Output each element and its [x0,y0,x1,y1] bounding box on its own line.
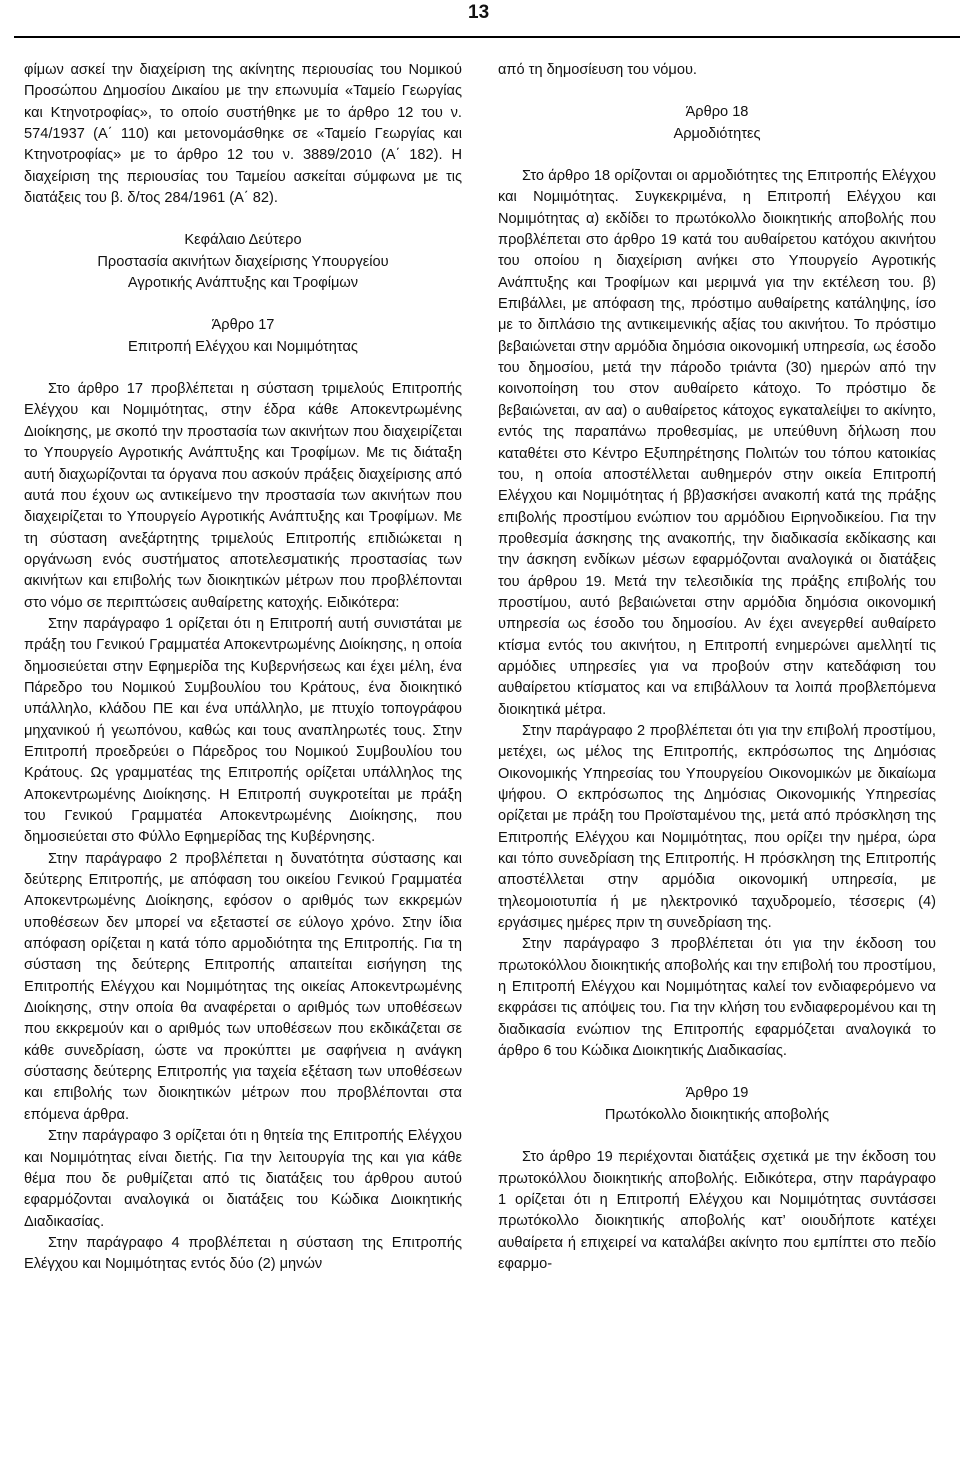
header-rule [14,36,960,38]
article-17-paragraph-1: Στο άρθρο 17 προβλέπεται η σύσταση τριμελούς Επιτροπής Ελέγχου και Νομιμότητας, στην έδρα κάθε Αποκεντρωμένης Διοίκησης, με σκοπό την προστασία των ακινήτων που διαχειρίζεται το Υπουργείο Αγροτικής Ανάπτυξης και Τροφίμων. Με τις διάταξη αυτή διαχωρίζονται τα όργανα που ασκούν πράξεις διαχείρισης από αυτά που έχουν ως αντικείμενο την προστασία των ακινήτων που διαχειρίζεται το Υπουργείο Αγροτικής Ανάπτυξης και Τροφίμων. Με τη σύσταση ανεξάρτητης τριμελούς Επιτροπής επιδιώκεται η οργάνωση ενός συστήματος αποτελεσματικής προστασίας των ακινήτων και επιβολής των διοικητικών μέτρων που προβλέπονται στο νόμο σε περιπτώσεις αυθαίρετης κατοχής. Ειδικότερα: [24,381,462,611]
article-18-paragraph-1: Στο άρθρο 18 ορίζονται οι αρμοδιότητες της Επιτροπής Ελέγχου και Νομιμότητας. Συγκεκριμένα, η Επιτροπή Ελέγχου και Νομιμότητας α) εκδίδει το πρωτόκολλο διοικητικής αποβολής που προβλέπεται στο άρθρο 19 κατά του αυθαίρετου κατόχου ακινήτου του οποίου η διαχείριση ανήκει στο Υπουργείο Αγροτικής Ανάπτυξης και Τροφίμων και μεριμνά για την εκτέλεση του. β) Επιβάλλει, με απόφαση της, πρόστιμο αυθαίρετης κατάληψης, ίσο με το διπλάσιο της αντικειμενικής αξίας του ακινήτου. Το πρόστιμο βεβαιώνεται στην αρμόδια δημόσια οικονομική υπηρεσία, ως έσοδο του δημοσίου, μετά την πάροδο τριάντα (30) ημερών από την κοινοποίηση του στον αυθαίρετο κάτοχο. Το πρόστιμο δε βεβαιώνεται, αν αα) ο αυθαίρετος κάτοχος εγκαταλείψει το ακίνητο, εντός της παραπάνω προθεσμίας, με υπεύθυνη δήλωση που καταθέτει στο Κέντρο Εξυπηρέτησης Πολιτών του τόπου κατοικίας του, η οποία αποστέλλεται αυθημερόν στην οικεία Επιτροπή Ελέγχου και Νομιμότητας ή ββ)ασκήσει ανακοπή κατά της πράξης επιβολής προστίμου ενώπιον του αρμόδιου Ειρηνοδικείου. Για την προθεσμία άσκησης της ανακοπής, την διαδικασία εκδίκασης και την άσκηση ενδίκων μέσων εφαρμόζονται αναλογικά οι διατάξεις του άρθρου 19. Μετά την τελεσιδικία της πράξης επιβολής του προστίμου, αυτό βεβαιώνεται στην αρμόδια δημόσια οικονομική υπηρεσία ως έσοδο του δημοσίου. Αν έχει ανεγερθεί αυθαίρετο κτίσμα εντός του ακινήτου, η Επιτροπή ενημερώνει αμελλητί τις αρμόδιες υπηρεσίες για να προβούν στην κατεδάφιση του αυθαίρετου κτίσματος και να επιβάλλουν τα λοιπά προβλεπόμενα διοικητικά μέτρα. [498,168,936,718]
right-column [498,60,936,1275]
chapter-title-line2: Αγροτικής Ανάπτυξης και Τροφίμων [127,275,359,292]
chapter-heading: Κεφάλαιο Δεύτερο [184,232,302,249]
continuation-line: από τη δημοσίευση του νόμου. [498,62,697,78]
page-number: 13 [468,2,490,23]
article-17-paragraph-3: Στην παράγραφο 2 προβλέπεται η δυνατότητα σύστασης και δεύτερης Επιτροπής, με απόφαση του οικείου Γενικού Γραμματέα Αποκεντρωμένης Διοίκησης, εφόσον ο αριθμός των εκκρεμών υποθέσεων δεν μπορεί να εξεταστεί σε εύλογο χρόνο. Στην ίδια απόφαση ορίζεται η κατά τόπο αρμοδιότητα της Επιτροπής. Για τη σύσταση της δεύτερης Επιτροπής απαιτείται εισήγηση της Επιτροπής Ελέγχου και Νομιμότητας της οικείας Αποκεντρωμένης Διοίκησης, στην οποία θα αναφέρεται ο αριθμός των υποθέσεων που εκκρεμούν και ο αριθμός των υποθέσεων που εκδικάζεται σε κάθε συνεδρίαση, ώστε να προκύπτει με σαφήνεια η ανάγκη σύστασης δεύτερης Επιτροπής για ταχεία εξέταση των υποθέσεων και επιβολής των διοικητικών μέτρων που προβλέπονται στα επόμενα άρθρα. [24,850,462,1123]
article-19-paragraph-1: Στο άρθρο 19 περιέχονται διατάξεις σχετικά με την έκδοση του πρωτοκόλλου διοικητικής αποβολής. Ειδικότερα, στην παράγραφο 1 ορίζεται ότι η Επιτροπή Ελέγχου και Νομιμότητας συντάσσει πρωτόκολλο διοικητικής αποβολής κατ’ οιουδήποτε κατέχει αυθαίρετα ή επιχειρεί να καταλάβει ακίνητο που εμπίπτει στο πεδίο εφαρμο- [498,1149,936,1272]
article-19-heading: Άρθρο 19 [685,1085,749,1102]
article-18-paragraph-3: Στην παράγραφο 3 προβλέπεται ότι για την έκδοση του πρωτοκόλλου διοικητικής αποβολής και την επιβολή του προστίμου, η Επιτροπή Ελέγχου και Νομιμότητας καλεί τον ενδιαφερόμενο να εκφράσει τις απόψεις του. Για την κλήση του ενδιαφερομένου και τη διαδικασία ενώπιον της Επιτροπής εφαρμόζεται αναλογικά το άρθρο 6 του Κώδικα Διοικητικής Διαδικασίας. [498,936,936,1060]
article-19-title: Πρωτόκολλο διοικητικής αποβολής [604,1106,830,1123]
article-17-heading: Άρθρο 17 [211,317,275,334]
article-17-title: Επιτροπή Ελέγχου και Νομιμότητας [128,338,358,355]
article-17-paragraph-2: Στην παράγραφο 1 ορίζεται ότι η Επιτροπή αυτή συνιστάται με πράξη του Γενικού Γραμματέα Αποκεντρωμένης Διοίκησης, η οποία δημοσιεύεται στην Εφημερίδα της Κυβερνήσεως και έχει μέλη, ένα Πάρεδρο του Νομικού Συμβουλίου του Κράτους, ένα διοικητικό υπάλληλο, κλάδου ΠΕ και ένα υπάλληλο, με πτυχίο τοπογράφου μηχανικού ή γεωπόνου, καθώς και τους αναπληρωτές τους. Στην Επιτροπή προεδρεύει ο Πάρεδρος του Νομικού Συμβουλίου του Κράτους. Ως γραμματέας της Επιτροπής ορίζεται υπάλληλος της Αποκεντρωμένης Διοίκησης. Η Επιτροπή συγκροτείται με πράξη του Γενικού Γραμματέα Αποκεντρωμένης Διοίκησης, που δημοσιεύεται στο Φύλλο Εφημερίδας της Κυβέρνησης. [24,615,462,846]
article-18-title: Αρμοδιότητες [673,125,761,142]
article-18-paragraph-2: Στην παράγραφο 2 προβλέπεται ότι για την επιβολή προστίμου, μετέχει, ως μέλος της Επιτροπής, εκπρόσωπος της Δημόσιας Οικονομικής Υπηρεσίας του Υπουργείου Οικονομικών με δικαίωμα ψήφου. Ο εκπρόσωπος της Δημόσιας Οικονομικής Υπηρεσίας ορίζεται με πράξη του Προϊσταμένου της, μετά από πρόσκληση της Επιτροπής Ελέγχου και Νομιμότητας, που ορίζει την ημέρα, ώρα και τόπο συνεδρίαση της Επιτροπής. Η πρόσκληση της Επιτροπής αποστέλλεται στην αρμόδια οικονομική υπηρεσία, με τηλεομοιοτυπία ή με ηλεκτρονικό ταχυδρομείο, τέσσερις (4) εργάσιμες ημέρες πριν τη συνεδρίαση της. [498,722,936,932]
article-17-paragraph-5: Στην παράγραφο 4 προβλέπεται η σύσταση της Επιτροπής Ελέγχου και Νομιμότητας εντός δύο (2) μηνών [24,1234,462,1273]
article-17-paragraph-4: Στην παράγραφο 3 ορίζεται ότι η θητεία της Επιτροπής Ελέγχου και Νομιμότητας είναι διετής. Για την λειτουργία της και για κάθε θέμα που δε ρυθμίζεται από τις διατάξεις του άρθρου αυτού εφαρμόζονται αναλογικά οι διατάξεις του Κώδικα Διοικητικής Διαδικασίας. [24,1128,462,1230]
article-18-heading: Άρθρο 18 [685,104,749,121]
intro-paragraph: φίμων ασκεί την διαχείριση της ακίνητης περιουσίας του Νομικού Προσώπου Δημοσίου Δικαίου με την επωνυμία «Ταμείο Γεωργίας και Κτηνοτροφίας», το οποίο συστήθηκε με το άρθρο 12 του ν. 574/1937 (Α΄ 110) και μετονομάσθηκε σε «Ταμείο Γεωργίας και Κτηνοτροφίας» με το άρθρο 12 του ν. 3889/2010 (Α΄ 182). Η διαχείριση της περιουσίας του Ταμείου ασκείται σύμφωνα με τις διατάξεις του β. δ/τος 284/1961 (Α΄ 82). [24,62,462,207]
chapter-title-line1: Προστασία ακινήτων διαχείρισης Υπουργείου [97,253,389,270]
left-column [24,60,462,1276]
